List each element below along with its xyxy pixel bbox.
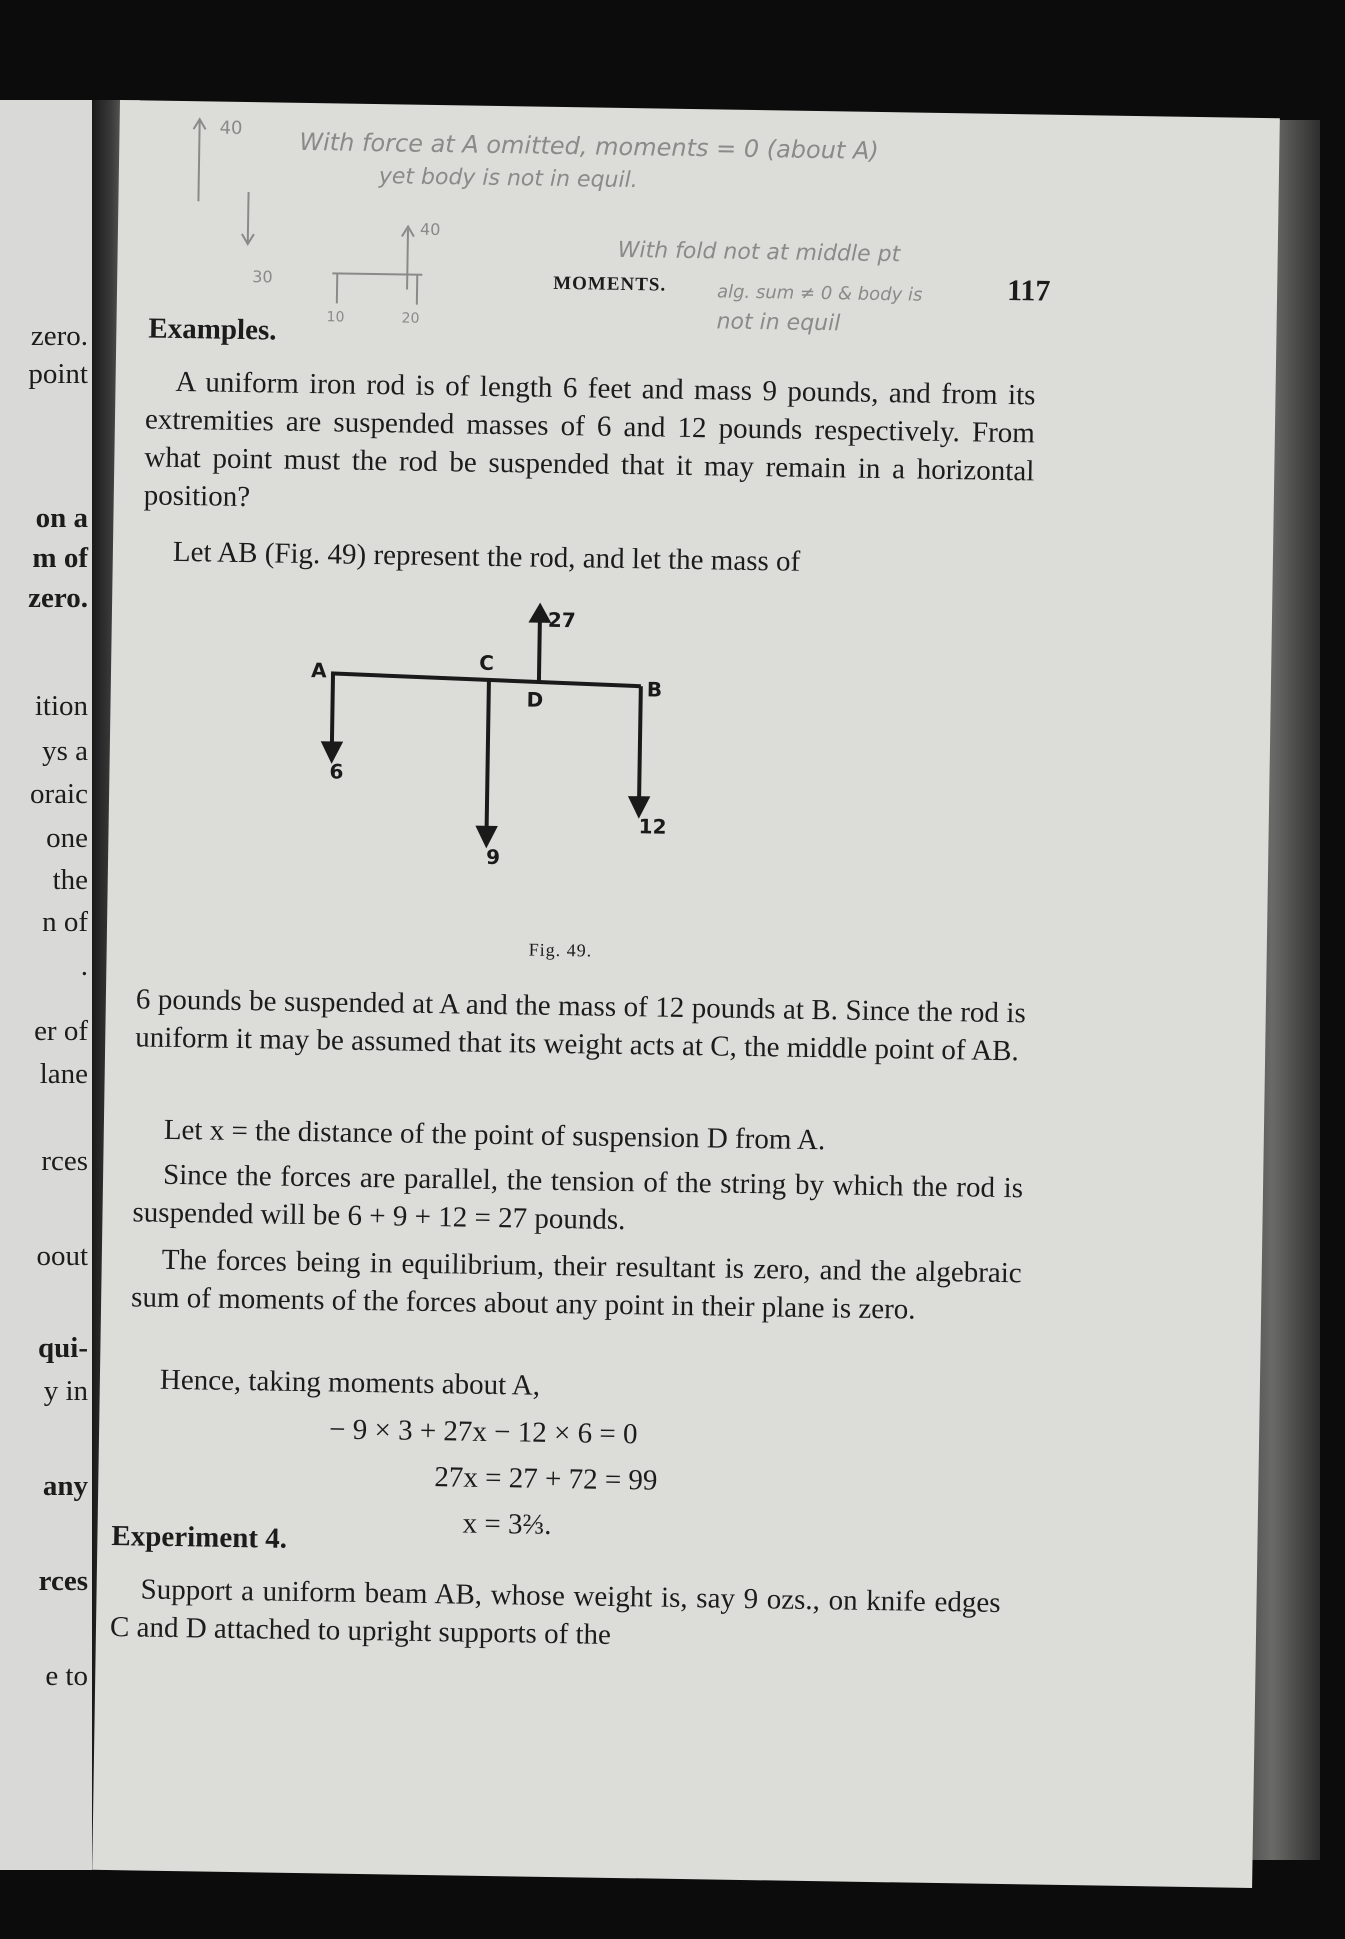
facing-page-fragment — [0, 100, 100, 1870]
force-arrow-middle — [486, 680, 488, 838]
handwritten-note: not in equil — [716, 309, 841, 337]
force-label-9: 9 — [485, 844, 501, 870]
rod-ab — [331, 673, 641, 686]
paragraph: Hence, taking moments about A, — [159, 1363, 541, 1402]
equation-1: − 9 × 3 + 27x − 12 × 6 = 0 — [328, 1413, 638, 1451]
arrowhead — [631, 798, 647, 814]
left-text-fragment: rces — [41, 1145, 88, 1177]
force-label-6: 6 — [329, 759, 344, 784]
left-text-fragment: oraic — [30, 778, 88, 810]
paragraph: The forces being in equilibrium, their resultant is zero, and the algebraic sum of moments of the forces about any point in their plane is zero. — [130, 1243, 1022, 1326]
left-text-fragment: the — [52, 864, 88, 896]
left-text-fragment: ition — [34, 690, 88, 722]
force-arrow-right — [639, 686, 641, 808]
left-text-fragment: n of — [42, 906, 88, 938]
figure-49 — [287, 603, 792, 951]
left-text-fragment: point — [28, 358, 88, 390]
book-page — [92, 100, 1280, 1888]
left-text-fragment: y in — [43, 1375, 88, 1407]
left-text-fragment: m of — [32, 542, 88, 574]
figure-caption: Fig. 49. — [528, 939, 593, 961]
running-header: MOMENTS. — [553, 272, 667, 296]
left-text-fragment: oout — [36, 1240, 88, 1272]
handwritten-note: With force at A omitted, moments = 0 (about A) — [299, 127, 879, 165]
arrowhead — [532, 607, 548, 621]
left-text-fragment: ys a — [42, 735, 88, 767]
page-number: 117 — [1006, 273, 1051, 308]
paragraph: Support a uniform beam AB, whose weight is, say 9 ozs., on knife edges C and D attached to upright supports of the — [109, 1573, 1001, 1651]
left-text-fragment: one — [46, 822, 88, 854]
handwritten-note: yet body is not in equil. — [378, 164, 638, 194]
label-b: B — [646, 677, 663, 702]
paragraph: 6 pounds be suspended at A and the mass of 12 pounds at B. Since the rod is uniform it may be assumed that its weight acts at C, the middle point of AB. — [135, 983, 1027, 1068]
force-label-12: 12 — [638, 814, 667, 839]
arrowhead — [478, 828, 494, 844]
sketch-label: 20 — [401, 310, 420, 327]
section-heading: Experiment 4. — [111, 1520, 288, 1555]
label-a: A — [310, 658, 327, 683]
sketch-label: 10 — [326, 309, 345, 326]
label-d: D — [526, 687, 544, 712]
handwritten-note: alg. sum ≠ 0 & body is — [716, 281, 923, 306]
equation-2: 27x = 27 + 72 = 99 — [434, 1461, 658, 1497]
sketch-label: 30 — [252, 267, 273, 287]
sketch-label: 40 — [419, 219, 441, 240]
left-text-fragment: rces — [38, 1565, 88, 1597]
left-text-fragment: . — [80, 950, 88, 982]
left-text-fragment: zero. — [30, 320, 88, 352]
problem-paragraph: A uniform iron rod is of length 6 feet and mass 9 pounds, and from its extremities are suspended masses of 6 and 12 pounds respectively. From what point must the rod be suspended that it may remain in a horizontal position? — [143, 365, 1036, 514]
paragraph: Since the forces are parallel, the tension of the string by which the rod is suspended will be 6 + 9 + 12 = 27 pounds. — [132, 1158, 1024, 1237]
left-text-fragment: qui- — [38, 1332, 88, 1364]
left-text-fragment: on a — [35, 502, 88, 534]
paragraph: Let x = the distance of the point of suspension D from A. — [163, 1113, 826, 1157]
left-text-fragment: lane — [39, 1058, 88, 1090]
equation-3: x = 3⅔. — [462, 1507, 552, 1541]
sketch-label: 40 — [219, 117, 243, 139]
handwritten-note: With fold not at middle pt — [617, 237, 901, 268]
section-heading: Examples. — [148, 312, 277, 347]
left-text-fragment: any — [42, 1470, 88, 1502]
arrowhead — [324, 743, 340, 759]
left-text-fragment: zero. — [28, 582, 88, 614]
left-text-fragment: e to — [45, 1660, 88, 1692]
label-c: C — [479, 650, 495, 675]
force-label-27: 27 — [547, 607, 576, 633]
paragraph: Let AB (Fig. 49) represent the rod, and let the mass of — [172, 535, 801, 578]
left-text-fragment: er of — [34, 1015, 88, 1047]
